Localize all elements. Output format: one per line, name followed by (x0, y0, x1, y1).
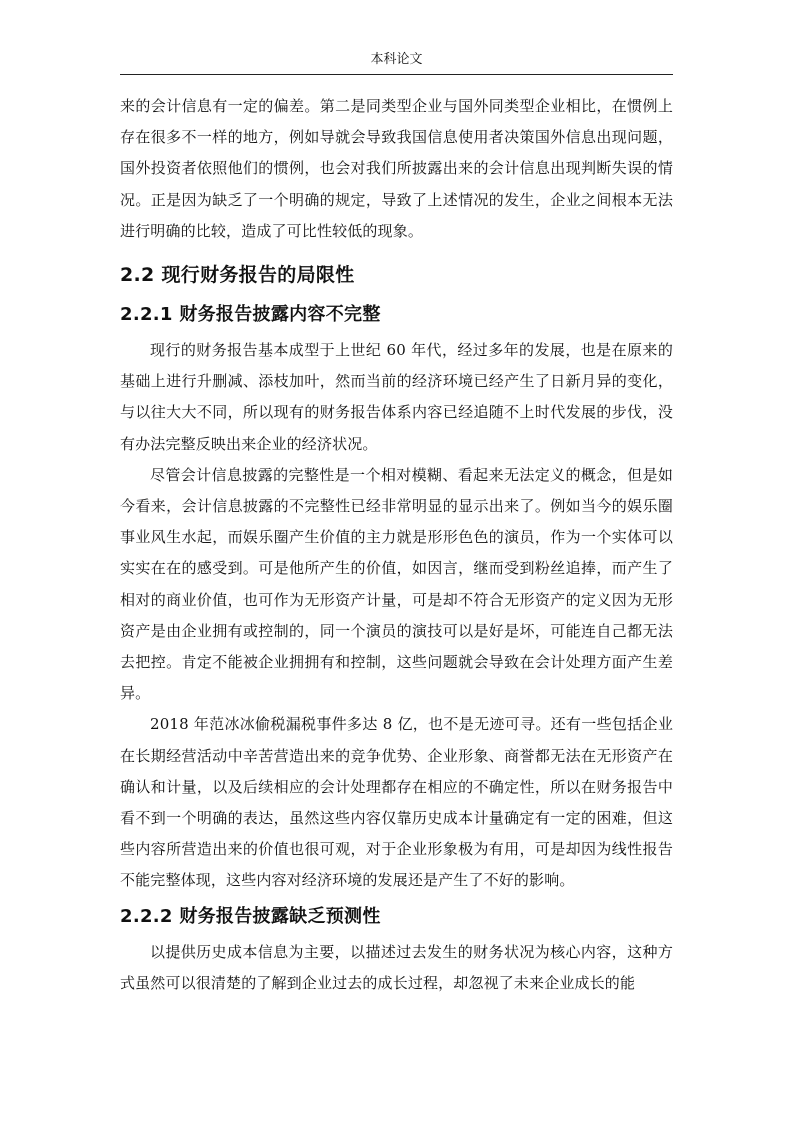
body-paragraph-2-2-1-c: 2018 年范冰冰偷税漏税事件多达 8 亿，也不是无迹可寻。还有一些包括企业在长期经营活动中辛苦营造出来的竞争优势、企业形象、商誉都无法在无形资产在确认和计量，以及后续相应的会计处理都存在相应的不确定性，所以在财务报告中看不到一个明确的表达，虽然这些内容仅靠历史成本计量确定有一定的困难，但这些内容所营造出来的价值也很可观，对于企业形象极为有用，可是却因为线性报告不能完整体现，这些内容对经济环境的发展还是产生了不好的影响。 (120, 715, 673, 890)
intro-paragraph: 来的会计信息有一定的偏差。第二是同类型企业与国外同类型企业相比，在惯例上存在很多不一样的地方，例如导就会导致我国信息使用者决策国外信息出现问题，国外投资者依照他们的惯例，也会对我们所披露出来的会计信息出现判断失误的情况。正是因为缺乏了一个明确的规定，导致了上述情况的发生，企业之间根本无法进行明确的比较，造成了可比性较低的现象。 (120, 97, 673, 240)
page-body (120, 91, 673, 999)
section-heading-2-2-2: 2.2.2 财务报告披露缺乏预测性 (120, 905, 381, 927)
section-heading-2-2-1: 2.2.1 财务报告披露内容不完整 (120, 304, 381, 326)
body-paragraph-2-2-1-a: 现行的财务报告基本成型于上世纪 60 年代，经过多年的发展，也是在原来的基础上进行升删减、添枝加叶，然而当前的经济环境已经产生了日新月异的变化，与以往大大不同，所以现有的财务报告体系内容已经追随不上时代发展的步伐，没有办法完整反映出来企业的经济状况。 (120, 341, 673, 453)
section-heading-2-2: 2.2 现行财务报告的局限性 (120, 264, 355, 287)
running-title: 本科论文 (370, 52, 423, 67)
body-paragraph-2-2-1-b: 尽管会计信息披露的完整性是一个相对模糊、看起来无法定义的概念，但是如今看来，会计信息披露的不完整性已经非常明显的显示出来了。例如当今的娱乐圈事业风生水起，而娱乐圈产生价值的主力就是形形色色的演员，作为一个实体可以实实在在的感受到。可是他所产生的价值，如因言，继而受到粉丝追捧，而产生了相对的商业价值，也可作为无形资产计量，可是却不符合无形资产的定义因为无形资产是由企业拥有或控制的，同一个演员的演技可以是好是坏，可能连自己都无法去把控。肯定不能被企业拥拥有和控制，这些问题就会导致在会计处理方面产生差异。 (120, 465, 673, 703)
body-paragraph-2-2-2-a: 以提供历史成本信息为主要，以描述过去发生的财务状况为核心内容，这种方式虽然可以很清楚的了解到企业过去的成长过程，却忽视了未来企业成长的能 (120, 942, 673, 992)
page-header (120, 50, 673, 75)
